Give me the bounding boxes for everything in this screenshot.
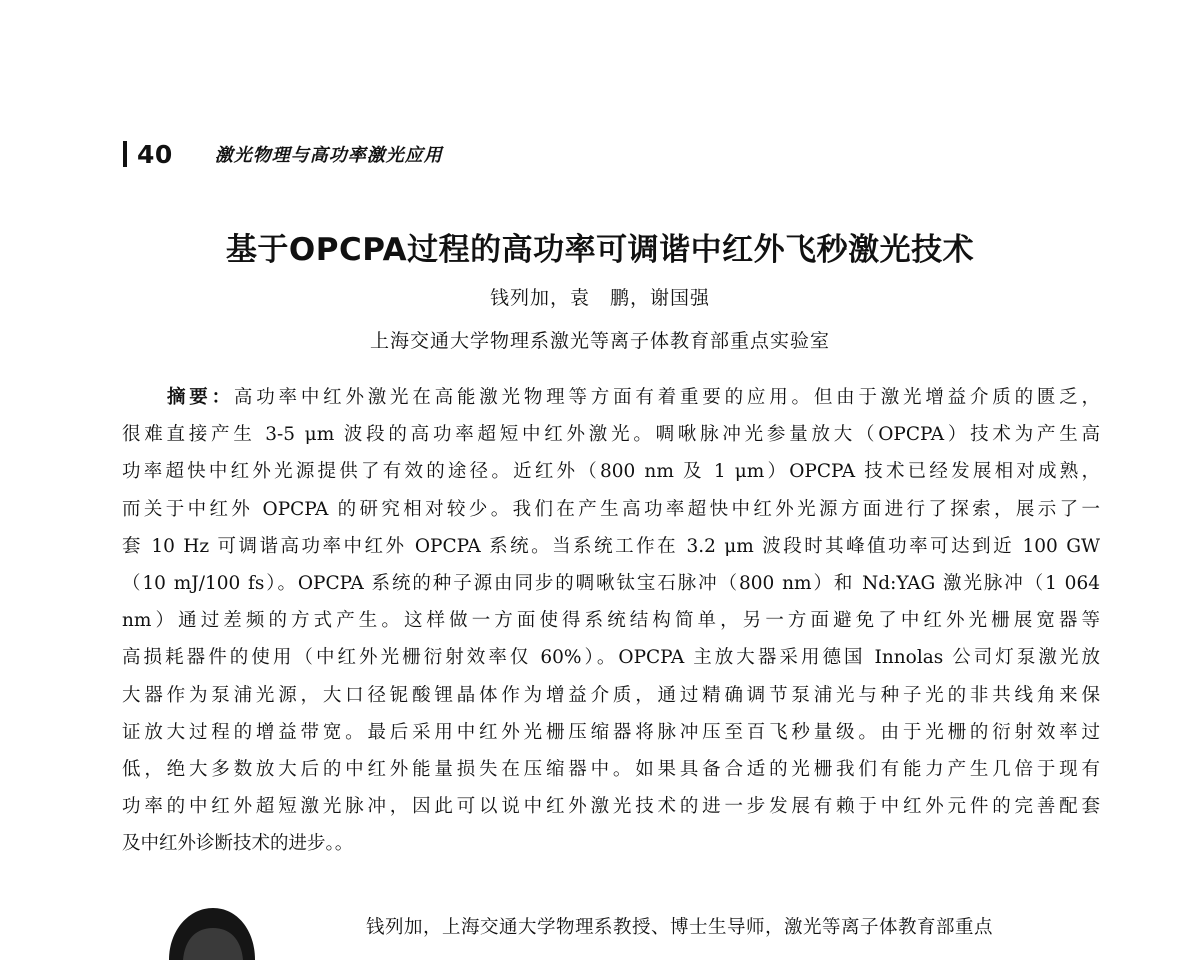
author-bio: 钱列加，上海交通大学物理系教授、博士生导师，激光等离子体教育部重点 <box>366 917 994 938</box>
article-title: 基于OPCPA过程的高功率可调谐中红外飞秒激光技术 <box>225 232 975 268</box>
author-photo <box>161 900 261 960</box>
page-number: 40 <box>137 139 173 169</box>
abstract-line: 及中红外诊断技术的进步。。 <box>122 833 354 855</box>
journal-title: 激光物理与高功率激光应用 <box>214 145 443 166</box>
abstract-line: 摘要：高功率中红外激光在高能激光物理等方面有着重要的应用。但由于激光增益介质的匮乏， <box>167 387 1100 408</box>
abstract-line: 高损耗器件的使用（中红外光栅衍射效率仅 60%）。OPCPA 主放大器采用德国 Innolas 公司灯泵激光放 <box>122 647 1100 669</box>
abstract-line: 证放大过程的增益带宽。最后采用中红外光栅压缩器将脉冲压至百飞秒量级。由于光栅的衍射效率过 <box>122 721 1100 743</box>
abstract-line: 功率超快中红外光源提供了有效的途径。近红外（800 nm 及 1 μm）OPCPA 技术已经发展相对成熟， <box>122 461 1100 483</box>
article-affiliation: 上海交通大学物理系激光等离子体教育部重点实验室 <box>369 330 830 352</box>
abstract-line: 套 10 Hz 可调谐高功率中红外 OPCPA 系统。当系统工作在 3.2 μm 波段时其峰值功率可达到近 100 GW <box>122 535 1100 557</box>
abstract-label: 摘要： <box>167 387 234 408</box>
abstract-line: 低，绝大多数放大后的中红外能量损失在压缩器中。如果具备合适的光栅我们有能力产生几倍于现有 <box>122 758 1100 780</box>
abstract-line: 而关于中红外 OPCPA 的研究相对较少。我们在产生高功率超快中红外光源方面进行了探索，展示了一 <box>122 498 1100 520</box>
running-head <box>123 138 443 170</box>
abstract-line: 大器作为泵浦光源，大口径铌酸锂晶体作为增益介质，通过精确调节泵浦光与种子光的非共线角来保 <box>122 684 1100 706</box>
abstract-line: 功率的中红外超短激光脉冲，因此可以说中红外激光技术的进一步发展有赖于中红外元件的完善配套 <box>122 796 1100 818</box>
abstract <box>122 379 1100 862</box>
article-authors: 钱列加，袁 鹏，谢国强 <box>489 287 710 309</box>
abstract-line: 很难直接产生 3-5 μm 波段的高功率超短中红外激光。啁啾脉冲光参量放大（OPCPA）技术为产生高 <box>122 424 1100 446</box>
abstract-line: nm）通过差频的方式产生。这样做一方面使得系统结构简单，另一方面避免了中红外光栅展宽器等 <box>122 610 1100 632</box>
abstract-line: （10 mJ/100 fs）。OPCPA 系统的种子源由同步的啁啾钛宝石脉冲（800 nm）和 Nd:YAG 激光脉冲（1 064 <box>122 572 1100 594</box>
header-rule <box>123 141 127 167</box>
